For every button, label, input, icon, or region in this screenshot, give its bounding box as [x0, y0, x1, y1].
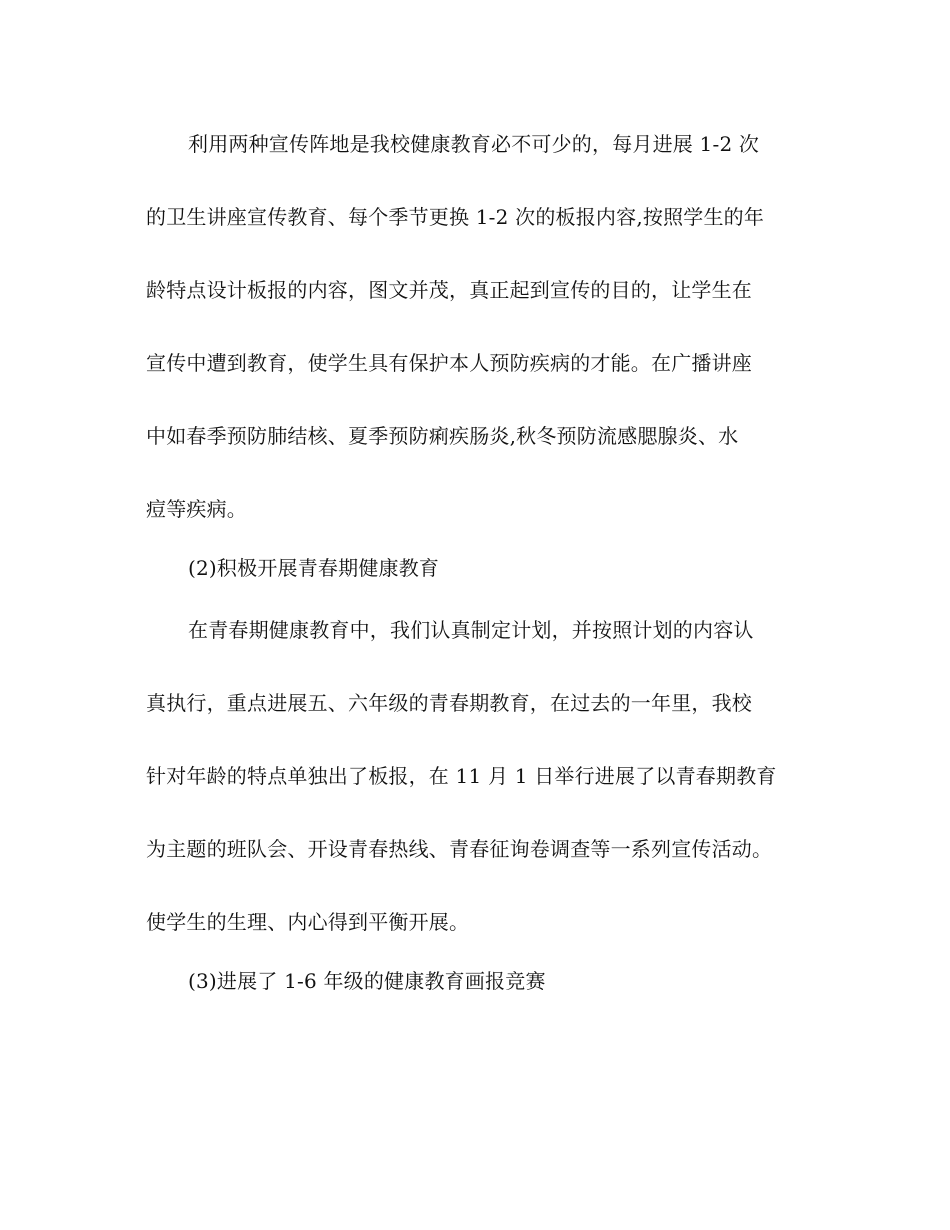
paragraph-1-line-5: 中如春季预防肺结核、夏季预防痢疾肠炎,秋冬预防流感腮腺炎、水 — [146, 424, 739, 448]
paragraph-1-line-3: 龄特点设计板报的内容，图文并茂，真正起到宣传的目的，让学生在 — [146, 278, 752, 302]
section-heading-2: (2)积极开展青春期健康教育 — [188, 556, 440, 580]
paragraph-2-line-1: 在青春期健康教育中，我们认真制定计划，并按照计划的内容认 — [188, 618, 754, 642]
paragraph-2-line-3: 针对年龄的特点单独出了板报，在 11 月 1 日举行进展了以青春期教育 — [146, 764, 777, 788]
paragraph-1-line-1: 利用两种宣传阵地是我校健康教育必不可少的，每月进展 1-2 次 — [188, 132, 760, 156]
paragraph-2-line-4: 为主题的班队会、开设青春热线、青春征询卷调查等一系列宣传活动。 — [146, 837, 773, 861]
paragraph-1-line-4: 宣传中遭到教育，使学生具有保护本人预防疾病的才能。在广播讲座 — [146, 351, 752, 375]
paragraph-2-line-2: 真执行，重点进展五、六年级的青春期教育，在过去的一年里，我校 — [146, 691, 752, 715]
paragraph-2-line-5: 使学生的生理、内心得到平衡开展。 — [146, 910, 470, 934]
paragraph-1-line-6: 痘等疾病。 — [146, 497, 247, 521]
section-heading-3: (3)进展了 1-6 年级的健康教育画报竞赛 — [188, 969, 546, 993]
paragraph-1-line-2: 的卫生讲座宣传教育、每个季节更换 1-2 次的板报内容,按照学生的年 — [146, 205, 765, 229]
